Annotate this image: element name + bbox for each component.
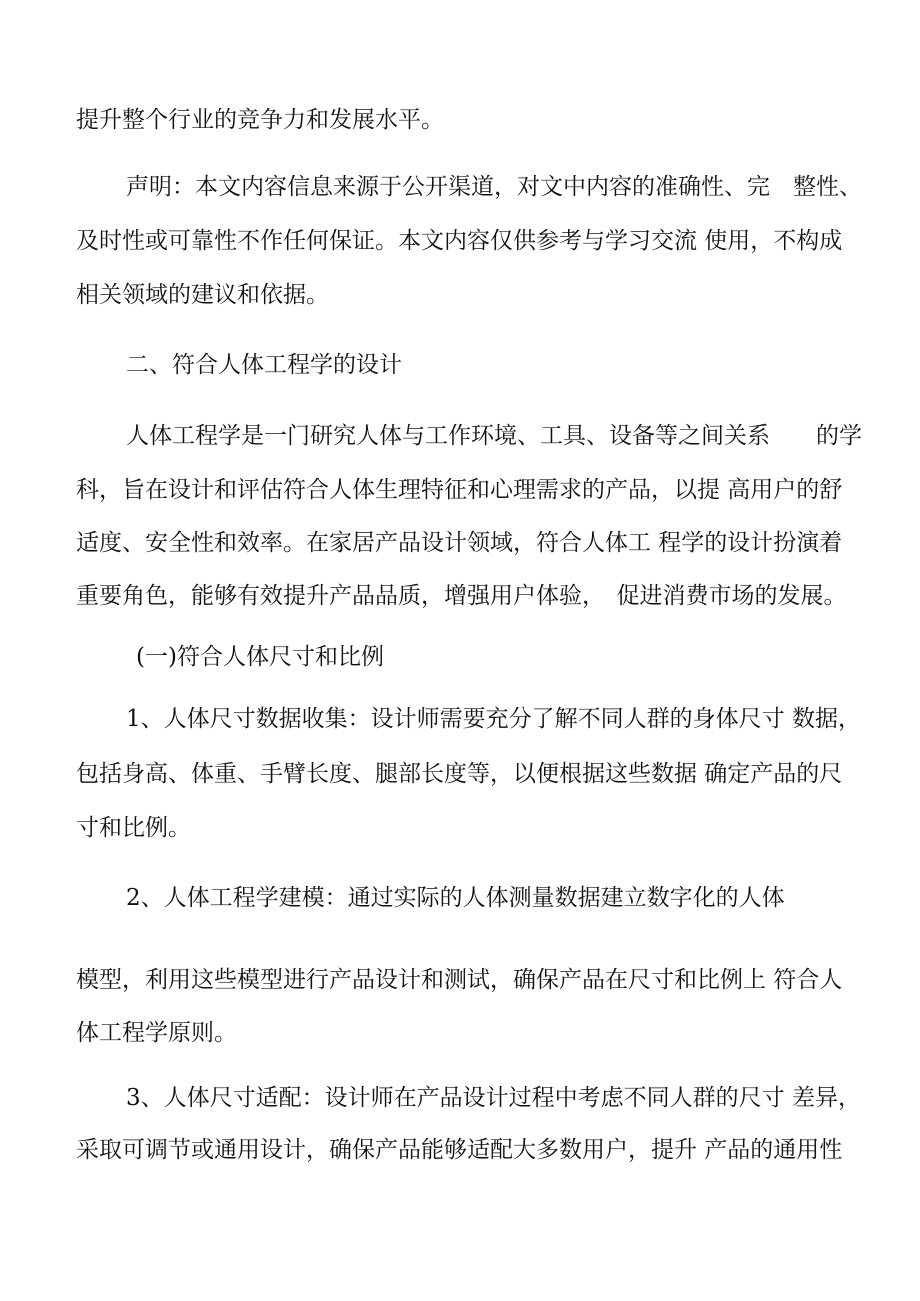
section-heading: 二、符合人体工程学的设计 (126, 352, 402, 378)
text-line: 相关领域的建议和依据。 (76, 282, 329, 308)
text-line: 体工程学原则。 (76, 1020, 237, 1046)
subsection-heading: (一)符合人体尺寸和比例 (136, 644, 384, 670)
text-line: 适度、安全性和效率。在家居产品设计领域，符合人体工 程学的设计扮演着 (76, 530, 843, 556)
text-line: 科，旨在设计和评估符合人体生理特征和心理需求的产品，以提 高用户的舒 (76, 477, 843, 503)
text-line: 及时性或可靠性不作任何保证。本文内容仅供参考与学习交流 使用，不构成 (76, 228, 843, 254)
text-line: 重要角色，能够有效提升产品品质，增强用户体验， 促进消费市场的发展。 (76, 583, 847, 609)
text-line: 提升整个行业的竞争力和发展水平。 (76, 107, 444, 133)
text-line: 人体工程学是一门研究人体与工作环境、工具、设备等之间关系 的学 (126, 423, 862, 449)
text-line: 声明：本文内容信息来源于公开渠道，对文中内容的准确性、完 整性、 (126, 174, 862, 200)
text-line: 采取可调节或通用设计，确保产品能够适配大多数用户，提升 产品的通用性 (76, 1137, 843, 1163)
text-line: 1、人体尺寸数据收集：设计师需要充分了解不同人群的身体尺寸 数据， (126, 706, 861, 732)
text-line: 2、人体工程学建模：通过实际的人体测量数据建立数字化的人体 (126, 885, 785, 911)
text-line: 寸和比例。 (76, 815, 191, 841)
text-line: 3、人体尺寸适配：设计师在产品设计过程中考虑不同人群的尺寸 差异， (126, 1085, 861, 1111)
text-line: 包括身高、体重、手臂长度、腿部长度等，以便根据这些数据 确定产品的尺 (76, 761, 843, 787)
text-line: 模型，利用这些模型进行产品设计和测试，确保产品在尺寸和比例上 符合人 (76, 967, 843, 993)
